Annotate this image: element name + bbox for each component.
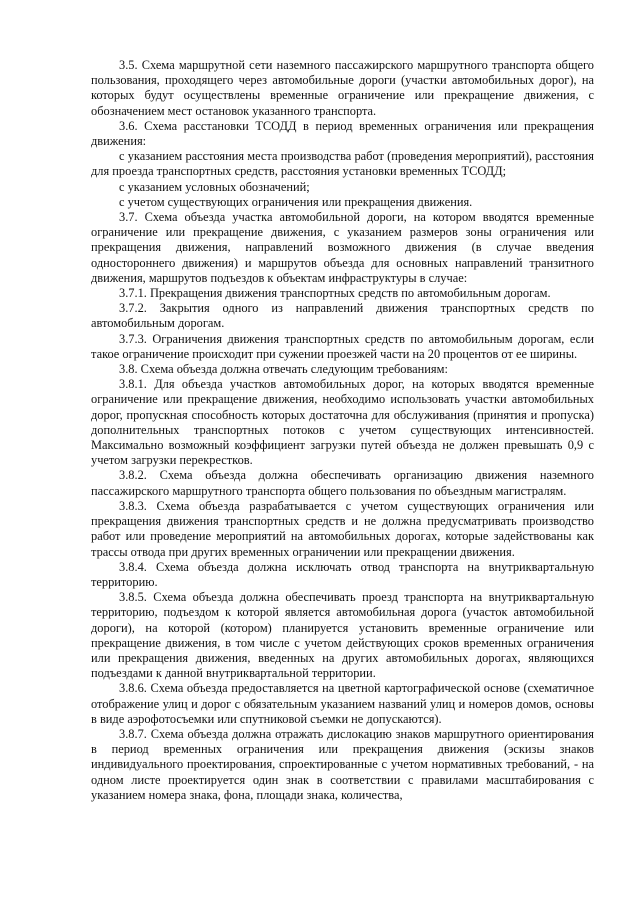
paragraph-3-8-6: 3.8.6. Схема объезда предоставляется на цветной картографической основе (схематичное отображение улиц и дорог с обязательным указанием названий улиц и номеров домов, основы в виде аэрофотосъемки или спутниковой съемки не допускаются). — [91, 681, 594, 726]
paragraph-3-6: 3.6. Схема расстановки ТСОДД в период временных ограничения или прекращения движения: — [91, 118, 594, 149]
paragraph-3-8-7: 3.8.7. Схема объезда должна отражать дислокацию знаков маршрутного ориентирования в период временных ограничения или прекращения движения (эскизы знаков индивидуального проектирования, спроектированные с учетом нормативных требований, - на одном листе проектируется один знак в соответствии с правилами масштабирования с указанием номера знака, фона, площади знака, количества, — [91, 726, 594, 802]
paragraph-3-8-5: 3.8.5. Схема объезда должна обеспечивать проезд транспорта на внутриквартальную территорию, подъездом к которой является автомобильная дорога (участок автомобильной дороги), на которой (котором) планируется установить временные ограничение или прекращение движения, в том числе с учетом действующих сроков временных ограничения или прекращения движения, введенных на других автомобильных дорогах, являющихся подъездами к данной внутриквартальной территории. — [91, 590, 594, 681]
paragraph-3-7: 3.7. Схема объезда участка автомобильной дороги, на котором вводятся временные ограничение или прекращение движения, с указанием размеров зоны ограничения или прекращения движения, направлений возможного движения (в случае введения одностороннего движения) и маршрутов объезда для основных направлений транзитного движения, маршрутов подъездов к объектам инфраструктуры в случае: — [91, 210, 594, 285]
paragraph-3-7-1: 3.7.1. Прекращения движения транспортных средств по автомобильным дорогам. — [119, 286, 551, 301]
paragraph-3-5: 3.5. Схема маршрутной сети наземного пассажирского маршрутного транспорта общего пользования, проходящего через автомобильные дороги (участки автомобильных дорог), на которых будут осуществлены временные ограничение или прекращение движения, с обозначением мест остановок указанного транспорта. — [91, 58, 594, 118]
paragraph-3-6-item-1: с указанием расстояния места производства работ (проведения мероприятий), расстояния для проезда транспортных средств, расстояния установки временных ТСОДД; — [91, 149, 594, 179]
paragraph-3-8: 3.8. Схема объезда должна отвечать следующим требованиям: — [119, 362, 448, 377]
paragraph-3-6-item-3: с учетом существующих ограничения или прекращения движения. — [119, 194, 473, 209]
paragraph-3-7-3: 3.7.3. Ограничения движения транспортных средств по автомобильным дорогам, если такое ограничение происходит при сужении проезжей части на 20 процентов от ее ширины. — [91, 331, 594, 361]
paragraph-3-7-2: 3.7.2. Закрытия одного из направлений движения транспортных средств по автомобильным дорогам. — [91, 301, 594, 331]
paragraph-3-8-4: 3.8.4. Схема объезда должна исключать отвод транспорта на внутриквартальную территорию. — [91, 559, 594, 589]
paragraph-3-8-3: 3.8.3. Схема объезда разрабатывается с учетом существующих ограничения или прекращения движения транспортных средств и не должна предусматривать производство работ или проведение мероприятий на автомобильных дорогах, которые задействованы как трассы отвода при других временных ограничении или прекращении движения. — [91, 498, 594, 559]
paragraph-3-8-1: 3.8.1. Для объезда участков автомобильных дорог, на которых вводятся временные ограничение или прекращение движения, необходимо использовать участки автомобильных дорог, пропускная способность которых достаточна для обслуживания (принятия и пропуска) дополнительных транспортных потоков с учетом существующих интенсивностей. Максимально возможный коэффициент загрузки путей объезда не должен превышать 0,9 с учетом загрузки перекрестков. — [91, 377, 594, 468]
paragraph-3-6-item-2: с указанием условных обозначений; — [119, 179, 310, 194]
paragraph-3-8-2: 3.8.2. Схема объезда должна обеспечивать организацию движения наземного пассажирского маршрутного транспорта общего пользования по объездным магистралям. — [91, 468, 594, 498]
